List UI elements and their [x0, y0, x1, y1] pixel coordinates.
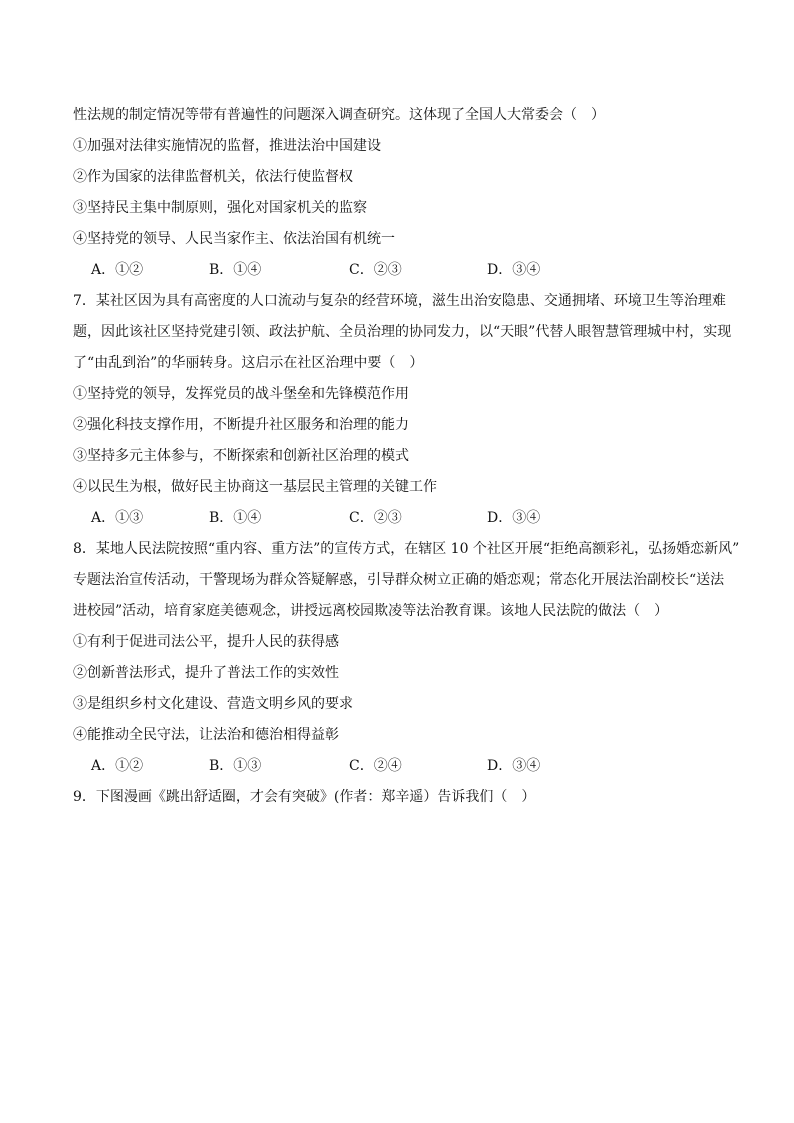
question-7-option-b[interactable]: B．①④	[209, 510, 262, 526]
page-content	[73, 100, 740, 1113]
question-6-option-d[interactable]: D．③④	[487, 262, 541, 278]
question-8-option-d[interactable]: D．③④	[487, 758, 541, 774]
question-6-option-a[interactable]: A．①②	[91, 262, 144, 278]
question-8-statement-1: ①有利于促进司法公平，提升人民的获得感	[73, 634, 339, 650]
question-9	[73, 782, 733, 1113]
question-7-statement-3: ③坚持多元主体参与，不断探索和创新社区治理的模式	[73, 448, 409, 464]
question-8-stem-line-3: 进校园”活动，培育家庭美德观念，讲授远离校园欺凌等法治教育课。该地人民法院的做法（ ）	[73, 603, 669, 619]
question-9-cartoon-area	[73, 813, 733, 1113]
question-6-option-b[interactable]: B．①④	[209, 262, 262, 278]
question-7-statement-2: ②强化科技支撑作用，不断提升社区服务和治理的能力	[73, 417, 409, 433]
question-7-option-c[interactable]: C．②③	[349, 510, 402, 526]
question-6-option-c[interactable]: C．②③	[349, 262, 402, 278]
question-7-stem-line-3: 了“由乱到治”的华丽转身。这启示在社区治理中要（ ）	[73, 355, 424, 371]
question-8-stem-line-1: 8．某地人民法院按照“重内容、重方法”的宣传方式，在辖区 10 个社区开展“拒绝高额彩礼，弘扬婚恋新风”	[73, 541, 740, 557]
question-8-option-a[interactable]: A．①②	[91, 758, 144, 774]
question-8-statement-4: ④能推动全民守法，让法治和德治相得益彰	[73, 727, 339, 743]
question-6-statement-2: ②作为国家的法律监督机关，依法行使监督权	[73, 169, 353, 185]
question-8-option-b[interactable]: B．①③	[209, 758, 262, 774]
question-8-stem-line-2: 专题法治宣传活动，干警现场为群众答疑解惑，引导群众树立正确的婚恋观；常态化开展法治副校长“送法	[73, 572, 725, 588]
question-8-statement-2: ②创新普法形式，提升了普法工作的实效性	[73, 665, 339, 681]
question-7-options	[73, 503, 733, 534]
question-8-option-c[interactable]: C．②④	[349, 758, 402, 774]
question-9-stem: 9．下图漫画《跳出舒适圈，才会有突破》(作者：郑辛遥）告诉我们（ ）	[73, 789, 536, 805]
question-7-stem-line-1: 7．某社区因为具有高密度的人口流动与复杂的经营环境，滋生出治安隐患、交通拥堵、环境卫生等治理难	[73, 293, 726, 309]
question-7-statement-4: ④以民生为根，做好民主协商这一基层民主管理的关键工作	[73, 479, 437, 495]
question-6	[73, 100, 733, 286]
question-8	[73, 534, 740, 782]
question-7-stem-line-2: 题，因此该社区坚持党建引领、政法护航、全员治理的协同发力，以“天眼”代替人眼智慧管理城中村，实现	[73, 324, 732, 340]
question-7-statement-1: ①坚持党的领导，发挥党员的战斗堡垒和先锋模范作用	[73, 386, 409, 402]
question-6-statement-3: ③坚持民主集中制原则，强化对国家机关的监察	[73, 200, 367, 216]
question-8-statement-3: ③是组织乡村文化建设、营造文明乡风的要求	[73, 696, 353, 712]
question-6-statement-1: ①加强对法律实施情况的监督，推进法治中国建设	[73, 138, 381, 154]
question-7-option-a[interactable]: A．①③	[91, 510, 144, 526]
question-6-options	[73, 255, 733, 286]
question-6-statement-4: ④坚持党的领导、人民当家作主、依法治国有机统一	[73, 231, 395, 247]
question-7	[73, 286, 733, 534]
question-6-stem: 性法规的制定情况等带有普遍性的问题深入调查研究。这体现了全国人大常委会（ ）	[73, 107, 605, 123]
question-8-options	[73, 751, 733, 782]
question-7-option-d[interactable]: D．③④	[487, 510, 541, 526]
